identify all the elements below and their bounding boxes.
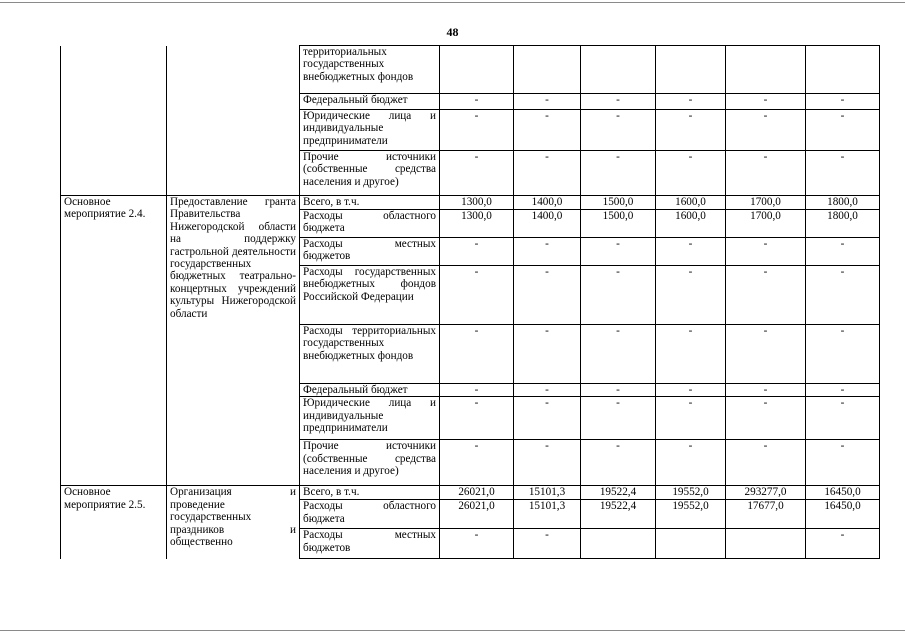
value-cell — [440, 46, 514, 94]
value-cell: - — [440, 397, 514, 440]
measure-cell: Основное мероприятие 2.4. — [61, 196, 167, 486]
value-cell: 16450,0 — [806, 486, 880, 500]
value-cell: - — [440, 325, 514, 384]
funding-source-cell: Юридические лица и индивидуальные предприниматели — [300, 397, 440, 440]
value-cell: 1700,0 — [726, 210, 806, 238]
value-cell: 1400,0 — [514, 196, 581, 210]
value-cell: - — [440, 238, 514, 266]
value-cell: - — [581, 94, 656, 110]
value-cell: - — [581, 325, 656, 384]
value-cell: - — [581, 384, 656, 397]
value-cell: 1400,0 — [514, 210, 581, 238]
value-cell: 1500,0 — [581, 210, 656, 238]
value-cell: 15101,3 — [514, 486, 581, 500]
value-cell: - — [440, 529, 514, 559]
value-cell: - — [440, 94, 514, 110]
value-cell — [581, 46, 656, 94]
value-cell: - — [656, 238, 726, 266]
value-cell: - — [806, 440, 880, 486]
value-cell: - — [806, 384, 880, 397]
value-cell: - — [581, 266, 656, 325]
value-cell: - — [440, 440, 514, 486]
value-cell: 1800,0 — [806, 196, 880, 210]
value-cell: - — [440, 384, 514, 397]
description-cell: Организация и проведение государственных праздников и общественно — [167, 486, 300, 559]
value-cell: - — [514, 94, 581, 110]
value-cell: 1600,0 — [656, 196, 726, 210]
funding-source-cell: Юридические лица и индивидуальные предприниматели — [300, 110, 440, 151]
value-cell: - — [806, 266, 880, 325]
value-cell: - — [581, 110, 656, 151]
value-cell: - — [514, 529, 581, 559]
value-cell: 19522,4 — [581, 486, 656, 500]
value-cell: - — [581, 397, 656, 440]
table-row — [61, 46, 880, 94]
value-cell: - — [726, 238, 806, 266]
value-cell: - — [440, 266, 514, 325]
value-cell: 17677,0 — [726, 500, 806, 529]
funding-source-cell: Прочие источники (собственные средства населения и другое) — [300, 440, 440, 486]
measure-cell: Основное мероприятие 2.5. — [61, 486, 167, 559]
value-cell: - — [514, 151, 581, 196]
funding-source-cell: Прочие источники (собственные средства населения и другое) — [300, 151, 440, 196]
table-row — [61, 196, 880, 210]
page-number: 48 — [446, 25, 459, 39]
value-cell: - — [440, 151, 514, 196]
value-cell: 16450,0 — [806, 500, 880, 529]
value-cell — [581, 529, 656, 559]
value-cell — [726, 529, 806, 559]
description-cell — [167, 46, 300, 196]
value-cell: - — [656, 440, 726, 486]
value-cell: - — [726, 110, 806, 151]
value-cell: - — [806, 151, 880, 196]
value-cell: - — [514, 440, 581, 486]
value-cell — [726, 46, 806, 94]
value-cell: - — [806, 238, 880, 266]
scan-bottom-edge — [0, 630, 905, 631]
value-cell: - — [581, 151, 656, 196]
value-cell: - — [806, 325, 880, 384]
value-cell: - — [656, 266, 726, 325]
value-cell: 15101,3 — [514, 500, 581, 529]
value-cell: - — [726, 151, 806, 196]
value-cell: - — [514, 110, 581, 151]
value-cell — [656, 46, 726, 94]
value-cell: 19552,0 — [656, 500, 726, 529]
value-cell: - — [514, 397, 581, 440]
value-cell: 1700,0 — [726, 196, 806, 210]
value-cell: 1500,0 — [581, 196, 656, 210]
value-cell: - — [514, 384, 581, 397]
value-cell: - — [656, 384, 726, 397]
value-cell: - — [726, 440, 806, 486]
value-cell: - — [656, 397, 726, 440]
funding-source-cell: Расходы областного бюджета — [300, 210, 440, 238]
value-cell: 1800,0 — [806, 210, 880, 238]
value-cell: - — [726, 384, 806, 397]
value-cell — [514, 46, 581, 94]
funding-source-cell: территориальных государственных внебюджетных фондов — [300, 46, 440, 94]
funding-source-cell: Федеральный бюджет — [300, 94, 440, 110]
funding-source-cell: Расходы областного бюджета — [300, 500, 440, 529]
value-cell: - — [581, 238, 656, 266]
funding-source-cell: Расходы территориальных государственных внебюджетных фондов — [300, 325, 440, 384]
value-cell: - — [656, 151, 726, 196]
value-cell: - — [806, 397, 880, 440]
funding-source-cell: Всего, в т.ч. — [300, 196, 440, 210]
value-cell: - — [806, 94, 880, 110]
value-cell: - — [656, 325, 726, 384]
value-cell: 1300,0 — [440, 196, 514, 210]
value-cell: 26021,0 — [440, 486, 514, 500]
value-cell: 293277,0 — [726, 486, 806, 500]
funding-source-cell: Расходы местных бюджетов — [300, 529, 440, 559]
value-cell: - — [726, 266, 806, 325]
value-cell: - — [726, 397, 806, 440]
funding-source-cell: Федеральный бюджет — [300, 384, 440, 397]
table-body — [61, 46, 880, 559]
value-cell: - — [806, 529, 880, 559]
value-cell: 1600,0 — [656, 210, 726, 238]
funding-source-cell: Расходы государственных внебюджетных фондов Российской Федерации — [300, 266, 440, 325]
value-cell: - — [806, 110, 880, 151]
value-cell: - — [656, 110, 726, 151]
value-cell: 19522,4 — [581, 500, 656, 529]
description-cell: Предоставление гранта Правительства Нижегородской области на поддержку гастрольной деятельности государственных бюджетных театрально-концертных учреждений культуры Нижегородской области — [167, 196, 300, 486]
value-cell: - — [726, 325, 806, 384]
value-cell: - — [581, 440, 656, 486]
value-cell — [656, 529, 726, 559]
budget-table — [60, 45, 880, 559]
table-row — [61, 486, 880, 500]
value-cell: - — [514, 325, 581, 384]
scan-top-edge — [0, 2, 905, 3]
value-cell: - — [726, 94, 806, 110]
measure-cell — [61, 46, 167, 196]
value-cell: - — [440, 110, 514, 151]
value-cell: 1300,0 — [440, 210, 514, 238]
value-cell: - — [514, 238, 581, 266]
value-cell — [806, 46, 880, 94]
value-cell: 19552,0 — [656, 486, 726, 500]
value-cell: - — [514, 266, 581, 325]
funding-source-cell: Расходы местных бюджетов — [300, 238, 440, 266]
funding-source-cell: Всего, в т.ч. — [300, 486, 440, 500]
value-cell: - — [656, 94, 726, 110]
value-cell: 26021,0 — [440, 500, 514, 529]
